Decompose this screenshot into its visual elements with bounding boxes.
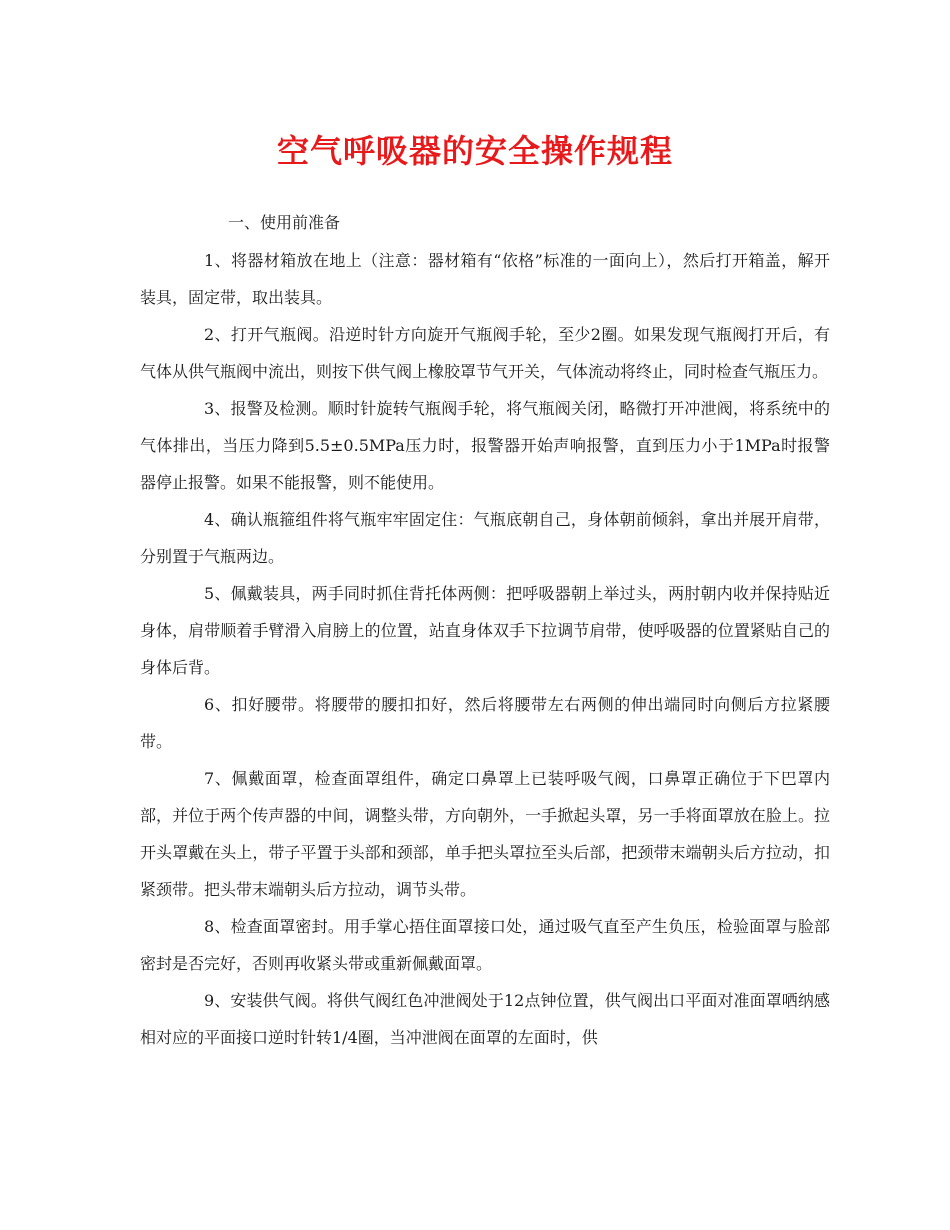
paragraph-7: 7、佩戴面罩，检查面罩组件，确定口鼻罩上已装呼吸气阀，口鼻罩正确位于下巴罩内部，并位于两个传声器的中间，调整头带，方向朝外，一手掀起头罩，另一手将面罩放在脸上。拉开头罩戴在头上，带子平置于头部和颈部，单手把头罩拉至头后部，把颈带末端朝头后方拉动，扣紧颈带。把头带末端朝头后方拉动，调节头带。 <box>140 769 830 899</box>
paragraph-8: 8、检查面罩密封。用手掌心捂住面罩接口处，通过吸气直至产生负压，检验面罩与脸部密封是否完好，否则再收紧头带或重新佩戴面罩。 <box>140 917 830 973</box>
section-heading: 一、使用前准备 <box>228 213 341 232</box>
paragraph-3: 3、报警及检测。顺时针旋转气瓶阀手轮，将气瓶阀关闭，略微打开冲泄阀，将系统中的气体排出，当压力降到5.5±0.5MPa压力时，报警器开始声响报警，直到压力小于1MPa时报警器停止报警。如果不能报警，则不能使用。 <box>140 399 830 492</box>
paragraph-2: 2、打开气瓶阀。沿逆时针方向旋开气瓶阀手轮，至少2圈。如果发现气瓶阀打开后，有气体从供气瓶阀中流出，则按下供气阀上橡胶罩节气开关，气体流动将终止，同时检查气瓶压力。 <box>140 325 830 381</box>
document-title: 空气呼吸器的安全操作规程 <box>276 132 673 170</box>
document-body <box>140 204 830 1056</box>
paragraph-1: 1、将器材箱放在地上（注意：器材箱有“依格”标准的一面向上），然后打开箱盖，解开装具，固定带，取出装具。 <box>140 251 830 307</box>
paragraph-5: 5、佩戴装具，两手同时抓住背托体两侧：把呼吸器朝上举过头，两肘朝内收并保持贴近身体，肩带顺着手臂滑入肩膀上的位置，站直身体双手下拉调节肩带，使呼吸器的位置紧贴自己的身体后背。 <box>140 584 830 677</box>
paragraph-9: 9、安装供气阀。将供气阀红色冲泄阀处于12点钟位置，供气阀出口平面对准面罩哂纳感相对应的平面接口逆时针转1/4圈，当冲泄阀在面罩的左面时，供 <box>140 991 830 1047</box>
paragraph-4: 4、确认瓶箍组件将气瓶牢牢固定住：气瓶底朝自己，身体朝前倾斜，拿出并展开肩带，分别置于气瓶两边。 <box>140 510 830 566</box>
paragraph-6: 6、扣好腰带。将腰带的腰扣扣好，然后将腰带左右两侧的伸出端同时向侧后方拉紧腰带。 <box>140 695 830 751</box>
